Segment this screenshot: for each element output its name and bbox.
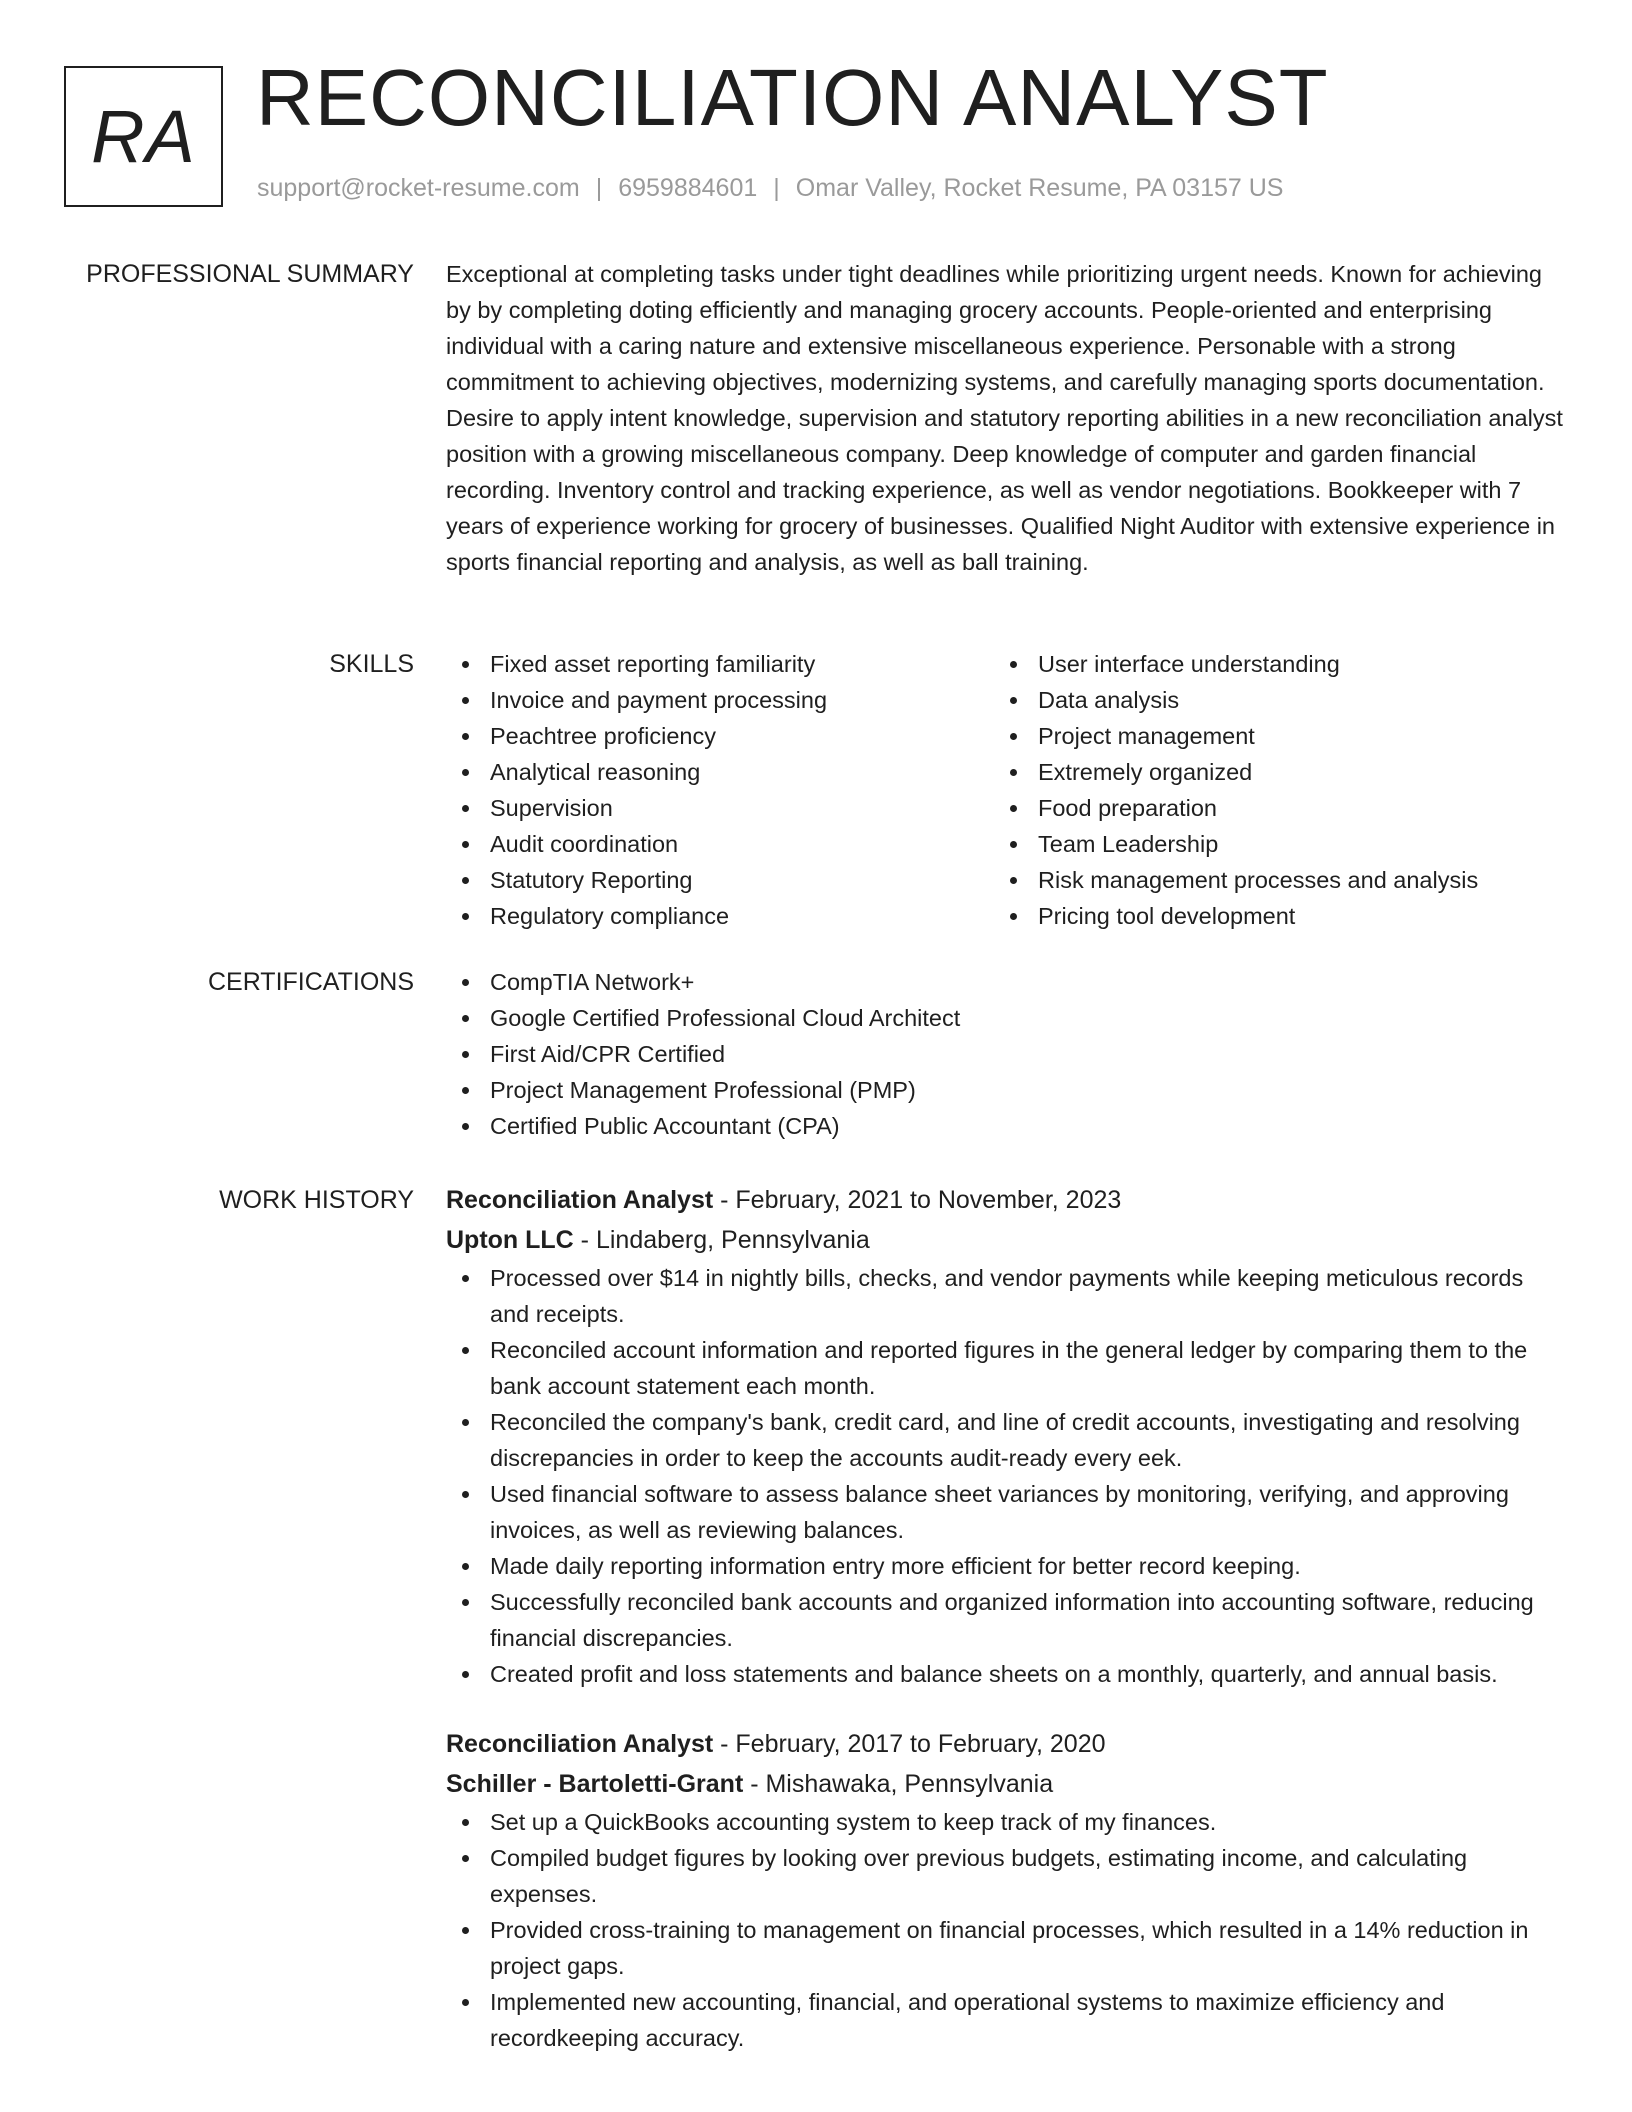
job-dates: - February, 2017 to February, 2020 [713,1730,1106,1758]
certification-item: Project Management Professional (PMP) [446,1072,1566,1108]
skill-item: Risk management processes and analysis [994,862,1542,898]
job-bullet: Created profit and loss statements and balance sheets on a monthly, quarterly, and annual basis. [446,1656,1566,1692]
job-bullet: Set up a QuickBooks accounting system to keep track of my finances. [446,1804,1566,1840]
monogram-badge: RA [64,66,223,207]
contact-phone: 6959884601 [618,174,758,202]
contact-address: Omar Valley, Rocket Resume, PA 03157 US [795,174,1284,202]
skill-item: Pricing tool development [994,898,1542,934]
certification-item: Google Certified Professional Cloud Architect [446,1000,1566,1036]
job-title: Reconciliation Analyst [446,1186,714,1214]
skills-columns [446,646,1566,934]
job-bullets [446,1260,1566,1692]
skill-item: Invoice and payment processing [446,682,994,718]
skill-item: Statutory Reporting [446,862,994,898]
skill-item: Data analysis [994,682,1542,718]
job-entry [446,1724,1566,2056]
contact-separator: | [773,174,780,202]
section-heading: WORK HISTORY [219,1186,414,1214]
job-company: Schiller - Bartoletti-Grant [446,1770,744,1798]
skill-item: Audit coordination [446,826,994,862]
section-heading: PROFESSIONAL SUMMARY [86,260,414,288]
certification-item: CompTIA Network+ [446,964,1566,1000]
contact-separator: | [595,174,603,202]
skill-item: Regulatory compliance [446,898,994,934]
resume-name: RECONCILIATION ANALYST [256,53,1329,142]
skills-list-right [994,646,1542,934]
job-entry [446,1180,1566,1692]
skill-item: Fixed asset reporting familiarity [446,646,994,682]
job-company-line [446,1764,1566,1804]
job-dates: - February, 2021 to November, 2023 [713,1186,1122,1214]
job-company-line [446,1220,1566,1260]
job-bullet: Implemented new accounting, financial, and operational systems to maximize efficiency and recordkeeping accuracy. [446,1984,1566,2056]
job-bullet: Processed over $14 in nightly bills, checks, and vendor payments while keeping meticulous records and receipts. [446,1260,1566,1332]
contact-email: support@rocket-resume.com [257,174,580,202]
certifications-list [446,964,1566,1144]
job-bullet: Made daily reporting information entry more efficient for better record keeping. [446,1548,1566,1584]
job-location: - Lindaberg, Pennsylvania [573,1226,870,1254]
job-title: Reconciliation Analyst [446,1730,714,1758]
section-heading: CERTIFICATIONS [207,968,414,996]
skills-list-left [446,646,994,934]
summary-text: Exceptional at completing tasks under tight deadlines while prioritizing urgent needs. Known for achieving by by completing doting efficiently and managing grocery accounts. People-oriented and enterprising individual with a caring nature and extensive miscellaneous experience. Personable with a strong commitment to achieving objectives, modernizing systems, and carefully managing sports documentation. Desire to apply intent knowledge, supervision and statutory reporting abilities in a new reconciliation analyst position with a growing miscellaneous company. Deep knowledge of computer and garden financial recording. Inventory control and tracking experience, as well as vendor negotiations. Bookkeeper with 7 years of experience working for grocery of businesses. Qualified Night Auditor with extensive experience in sports financial reporting and analysis, as well as ball training. [446,261,1563,575]
job-bullet: Provided cross-training to management on financial processes, which resulted in a 14% reduction in project gaps. [446,1912,1566,1984]
contact-line [257,174,1283,203]
job-bullet: Compiled budget figures by looking over previous budgets, estimating income, and calculating expenses. [446,1840,1566,1912]
job-bullets [446,1804,1566,2056]
job-title-line [446,1724,1566,1764]
skill-item: Supervision [446,790,994,826]
job-location: - Mishawaka, Pennsylvania [743,1770,1054,1798]
skill-item: Analytical reasoning [446,754,994,790]
skill-item: Team Leadership [994,826,1542,862]
job-bullet: Successfully reconciled bank accounts and organized information into accounting software, reducing financial discrepancies. [446,1584,1566,1656]
certification-item: First Aid/CPR Certified [446,1036,1566,1072]
certification-item: Certified Public Accountant (CPA) [446,1108,1566,1144]
job-bullet: Reconciled the company's bank, credit card, and line of credit accounts, investigating and resolving discrepancies in order to keep the accounts audit-ready every eek. [446,1404,1566,1476]
section-heading: SKILLS [329,650,414,678]
skill-item: Food preparation [994,790,1542,826]
job-company: Upton LLC [446,1226,574,1254]
skill-item: Extremely organized [994,754,1542,790]
skill-item: User interface understanding [994,646,1542,682]
skill-item: Project management [994,718,1542,754]
skill-item: Peachtree proficiency [446,718,994,754]
job-title-line [446,1180,1566,1220]
job-bullet: Used financial software to assess balance sheet variances by monitoring, verifying, and approving invoices, as well as reviewing balances. [446,1476,1566,1548]
job-bullet: Reconciled account information and reported figures in the general ledger by comparing them to the bank account statement each month. [446,1332,1566,1404]
